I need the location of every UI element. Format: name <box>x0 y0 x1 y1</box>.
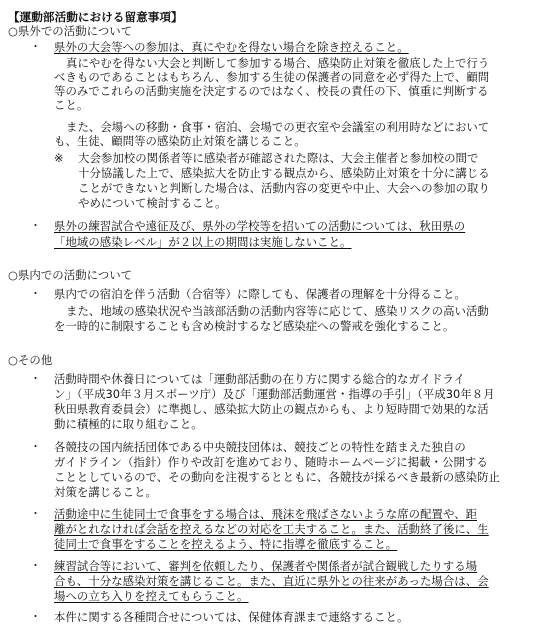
s3-bullet-5: 本件に関する各種問合せについては、保健体育課まで連絡すること。 <box>54 610 409 624</box>
s3-bullet-3-line: 徒同士で食事をすることを控えるよう、特に指導を徹底すること。 <box>54 537 398 551</box>
s1-paragraph-2-line: も、生徒、顧問等の感染防止対策を講じること。 <box>54 134 306 148</box>
s1-note-line: やめについて検討すること。 <box>78 196 227 210</box>
bullet-mark: ・ <box>30 372 41 385</box>
s3-bullet-4-line: 合も、十分な感染対策を講じること。また、直近に県外との往来があった場合は、会 <box>54 574 489 588</box>
section-heading-outside-prefecture: ○県外での活動について <box>8 24 133 38</box>
bullet-mark: ・ <box>30 440 41 453</box>
s3-bullet-3-line: 離がとれなければ会話を控えるなどの対応を工夫すること。また、活動終了後に、生 <box>54 522 489 536</box>
s3-bullet-2-line: 対策を講じること。 <box>54 485 157 499</box>
s3-bullet-1-line: ン」（平成30年３月スポーツ庁）及び「運動部活動運営・指導の手引」（平成30年８月 <box>54 387 495 401</box>
s1-paragraph-1-line: こと。 <box>54 98 89 112</box>
section-heading-other: ○その他 <box>8 353 53 367</box>
s3-bullet-2-line: 各競技の国内統括団体である中央競技団体は、競技ごとの特性を踏まえた独自の <box>54 440 466 454</box>
section-heading-inside-prefecture: ○県内での活動について <box>8 268 133 282</box>
s1-note-line: 十分協議した上で、感染拡大を防止する観点から、感染防止対策を十分に講じる <box>78 166 490 180</box>
s1-paragraph-1-line: 真にやむを得ない大会と判断して参加する場合、感染防止対策を徹底した上で行う <box>66 56 490 70</box>
bullet-mark: ・ <box>30 610 41 623</box>
bullet-mark: ・ <box>30 559 41 572</box>
s2-paragraph-line: を一時的に制限することも含め検討するなど感染症への警戒を強化すること。 <box>54 319 455 333</box>
s2-bullet-1: 県内での宿泊を伴う活動（合宿等）に際しても、保護者の理解を十分得ること。 <box>54 287 466 301</box>
bullet-mark: ・ <box>30 287 41 300</box>
s1-paragraph-2-line: また、会場への移動・食事・宿泊、会場での更衣室や会議室の利用時などにおいて <box>66 120 490 134</box>
s2-paragraph-line: また、地域の感染状況や当該部活動の活動内容等に応じて、感染リスクの高い活動 <box>66 304 489 318</box>
s3-bullet-1-line: 活動時間や休養日については「運動部活動の在り方に関する総合的なガイドライ <box>54 372 465 386</box>
s1-note-line: ことができないと判断した場合は、活動内容の変更や中止、大会への参加の取り <box>78 181 490 195</box>
s3-bullet-1-line: 動に積極的に取り組むこと。 <box>54 417 203 431</box>
s1-note-line: 大会参加校の関係者等に感染者が確認された際は、大会主催者と参加校の間で <box>78 151 479 165</box>
s1-bullet-2-line: 県外の練習試合や遠征及び、県外の学校等を招いての活動については、秋田県の <box>54 219 466 233</box>
s1-bullet-1: 県外の大会等への参加は、真にやむを得ない場合を除き控えること。 <box>54 40 409 54</box>
s1-bullet-2-line: 「地域の感染レベル」が２以上の期間は実施しないこと。 <box>54 235 352 249</box>
note-mark: ※ <box>54 151 64 165</box>
s3-bullet-3-line: 活動途中に生徒同士で食事をする場合は、飛沫を飛ばさないような席の配置や、距 <box>54 507 478 521</box>
document-title: 【運動部活動における留意事項】 <box>8 10 183 24</box>
s1-paragraph-1-line: べきものであることはもちろん、参加する生徒の保護者の同意を必ず得た上で、顧問 <box>54 70 490 84</box>
s3-bullet-2-line: こととしているので、その動向を注視するとともに、各競技が採るべき最新の感染防止 <box>54 470 500 484</box>
s1-paragraph-1-line: 等のみでこれらの活動実施を決定するのではなく、校長の責任の下、慎重に判断する <box>54 84 489 98</box>
s3-bullet-4-line: 練習試合等において、審判を依頼したり、保護者や関係者が試合観戦したりする場 <box>54 559 478 573</box>
bullet-mark: ・ <box>30 219 41 232</box>
s3-bullet-2-line: ガイドライン（指針）作りや改訂を進めており、随時ホームページに掲載・公開する <box>54 455 488 469</box>
s3-bullet-1-line: 秋田県教育委員会）に準拠し、感染拡大防止の観点からも、より短時間で効果的な活 <box>54 402 489 416</box>
bullet-mark: ・ <box>30 40 41 53</box>
bullet-mark: ・ <box>30 507 41 520</box>
s3-bullet-4-line: 場への立ち入りを控えてもらうこと。 <box>54 589 249 603</box>
